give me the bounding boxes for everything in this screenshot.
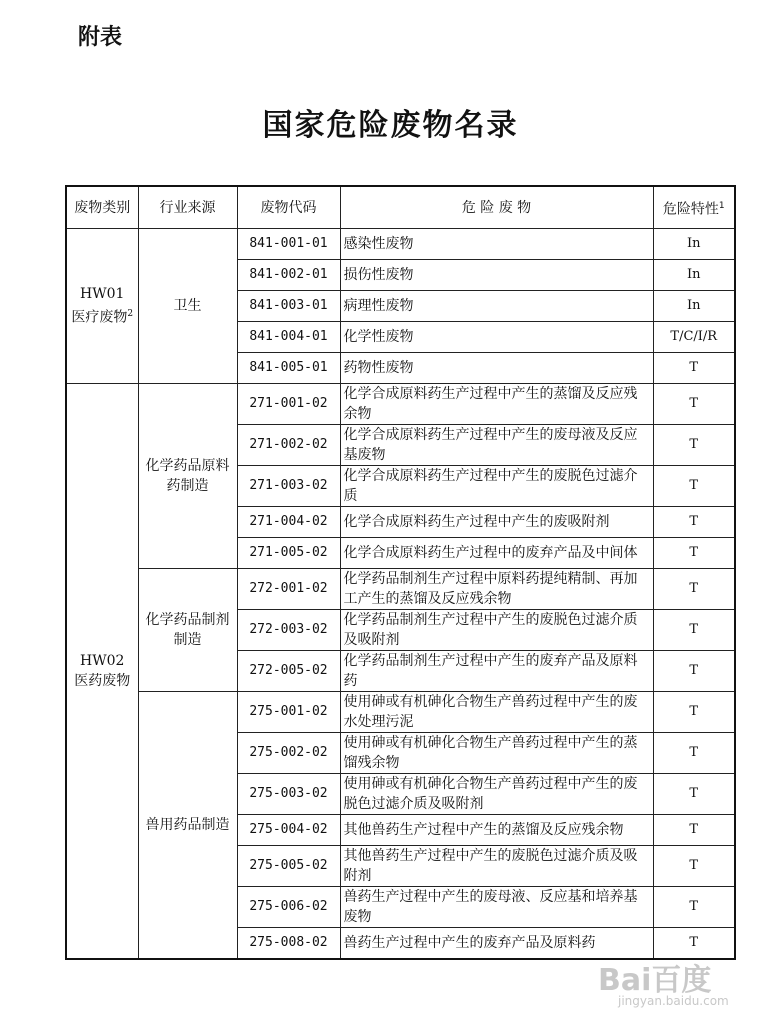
hazard-property: T xyxy=(653,569,735,610)
waste-description: 化学药品制剂生产过程中原料药提纯精制、再加工产生的蒸馏及反应残余物 xyxy=(340,569,653,610)
table-row xyxy=(66,229,735,260)
category-cell xyxy=(66,384,138,960)
hazard-property: In xyxy=(653,229,735,260)
category-note: 2 xyxy=(127,309,134,320)
waste-description: 其他兽药生产过程中产生的蒸馏及反应残余物 xyxy=(340,815,653,846)
header-property-label: 危险特性 xyxy=(662,201,719,218)
waste-description: 使用砷或有机砷化合物生产兽药过程中产生的蒸馏残余物 xyxy=(340,733,653,774)
waste-code: 275-002-02 xyxy=(237,733,340,774)
source-name-line: 药制造 xyxy=(166,478,209,494)
hazard-property: T xyxy=(653,692,735,733)
category-cell xyxy=(66,229,138,384)
waste-description: 其他兽药生产过程中产生的废脱色过滤介质及吸附剂 xyxy=(340,846,653,887)
hazard-property: T xyxy=(653,846,735,887)
waste-code: 275-004-02 xyxy=(237,815,340,846)
waste-description: 化学药品制剂生产过程中产生的废脱色过滤介质及吸附剂 xyxy=(340,610,653,651)
waste-code: 272-005-02 xyxy=(237,651,340,692)
waste-code: 275-003-02 xyxy=(237,774,340,815)
hazard-property: T xyxy=(653,538,735,569)
hazard-property: T xyxy=(653,425,735,466)
header-code: 废物代码 xyxy=(237,186,340,229)
hazard-property: T xyxy=(653,507,735,538)
waste-code: 841-005-01 xyxy=(237,353,340,384)
document-title: 国家危险废物名录 xyxy=(262,108,519,143)
waste-code: 271-003-02 xyxy=(237,466,340,507)
header-source: 行业来源 xyxy=(138,186,237,229)
table-header-row xyxy=(66,186,735,229)
table-body xyxy=(66,229,735,960)
hazard-property: T xyxy=(653,353,735,384)
source-cell xyxy=(138,229,237,384)
hazard-property: T xyxy=(653,733,735,774)
waste-description: 化学合成原料药生产过程中产生的废吸附剂 xyxy=(340,507,653,538)
watermark-logo: Bai百度 xyxy=(598,963,712,998)
waste-description: 损伤性废物 xyxy=(340,260,653,291)
hazard-property: T xyxy=(653,384,735,425)
annex-label: 附表 xyxy=(78,25,123,50)
table-row xyxy=(66,569,735,610)
hazard-property: In xyxy=(653,260,735,291)
waste-code: 275-006-02 xyxy=(237,887,340,928)
hazardous-waste-table xyxy=(65,185,736,960)
waste-description: 化学合成原料药生产过程中的废弃产品及中间体 xyxy=(340,538,653,569)
waste-description: 兽药生产过程中产生的废母液、反应基和培养基废物 xyxy=(340,887,653,928)
waste-description: 兽药生产过程中产生的废弃产品及原料药 xyxy=(340,928,653,960)
hazard-property: T xyxy=(653,466,735,507)
category-code: HW01 xyxy=(80,286,125,303)
source-name-line: 卫生 xyxy=(173,298,202,314)
waste-description: 使用砷或有机砷化合物生产兽药过程中产生的废脱色过滤介质及吸附剂 xyxy=(340,774,653,815)
category-name xyxy=(70,304,135,328)
waste-description: 病理性废物 xyxy=(340,291,653,322)
waste-code: 272-003-02 xyxy=(237,610,340,651)
source-name-line: 兽用药品制造 xyxy=(145,817,230,833)
waste-code: 841-001-01 xyxy=(237,229,340,260)
header-property-note: 1 xyxy=(718,200,725,211)
hazard-property: T xyxy=(653,610,735,651)
source-name-line: 化学药品制剂 xyxy=(145,612,230,628)
waste-code: 275-008-02 xyxy=(237,928,340,960)
table-row xyxy=(66,384,735,425)
source-cell xyxy=(138,384,237,569)
waste-code: 271-002-02 xyxy=(237,425,340,466)
source-name-line: 化学药品原料 xyxy=(145,458,230,474)
hazard-property: T xyxy=(653,774,735,815)
waste-code: 841-002-01 xyxy=(237,260,340,291)
category-name-text: 医药废物 xyxy=(74,673,131,689)
waste-description: 化学药品制剂生产过程中产生的废弃产品及原料药 xyxy=(340,651,653,692)
category-code: HW02 xyxy=(80,653,125,669)
header-property xyxy=(653,186,735,229)
waste-description: 感染性废物 xyxy=(340,229,653,260)
hazard-property: T xyxy=(653,651,735,692)
waste-code: 272-001-02 xyxy=(237,569,340,610)
waste-description: 化学合成原料药生产过程中产生的废母液及反应基废物 xyxy=(340,425,653,466)
waste-code: 271-004-02 xyxy=(237,507,340,538)
source-cell xyxy=(138,569,237,692)
header-waste: 危 险 废 物 xyxy=(340,186,653,229)
hazard-property: In xyxy=(653,291,735,322)
waste-code: 841-003-01 xyxy=(237,291,340,322)
waste-description: 化学性废物 xyxy=(340,322,653,353)
waste-code: 275-001-02 xyxy=(237,692,340,733)
table-row xyxy=(66,692,735,733)
category-name xyxy=(70,671,135,691)
watermark-site: jingyan.baidu.com xyxy=(618,994,729,1008)
waste-description: 化学合成原料药生产过程中产生的蒸馏及反应残余物 xyxy=(340,384,653,425)
hazard-property: T xyxy=(653,815,735,846)
hazard-property: T xyxy=(653,887,735,928)
waste-code: 271-001-02 xyxy=(237,384,340,425)
hazard-property: T/C/I/R xyxy=(653,322,735,353)
waste-description: 使用砷或有机砷化合物生产兽药过程中产生的废水处理污泥 xyxy=(340,692,653,733)
waste-description: 药物性废物 xyxy=(340,353,653,384)
source-name-line: 制造 xyxy=(173,632,202,648)
source-cell xyxy=(138,692,237,960)
hazard-property: T xyxy=(653,928,735,960)
waste-description: 化学合成原料药生产过程中产生的废脱色过滤介质 xyxy=(340,466,653,507)
waste-code: 841-004-01 xyxy=(237,322,340,353)
waste-code: 271-005-02 xyxy=(237,538,340,569)
header-category: 废物类别 xyxy=(66,186,138,229)
category-name-text: 医疗废物 xyxy=(71,309,128,326)
waste-code: 275-005-02 xyxy=(237,846,340,887)
